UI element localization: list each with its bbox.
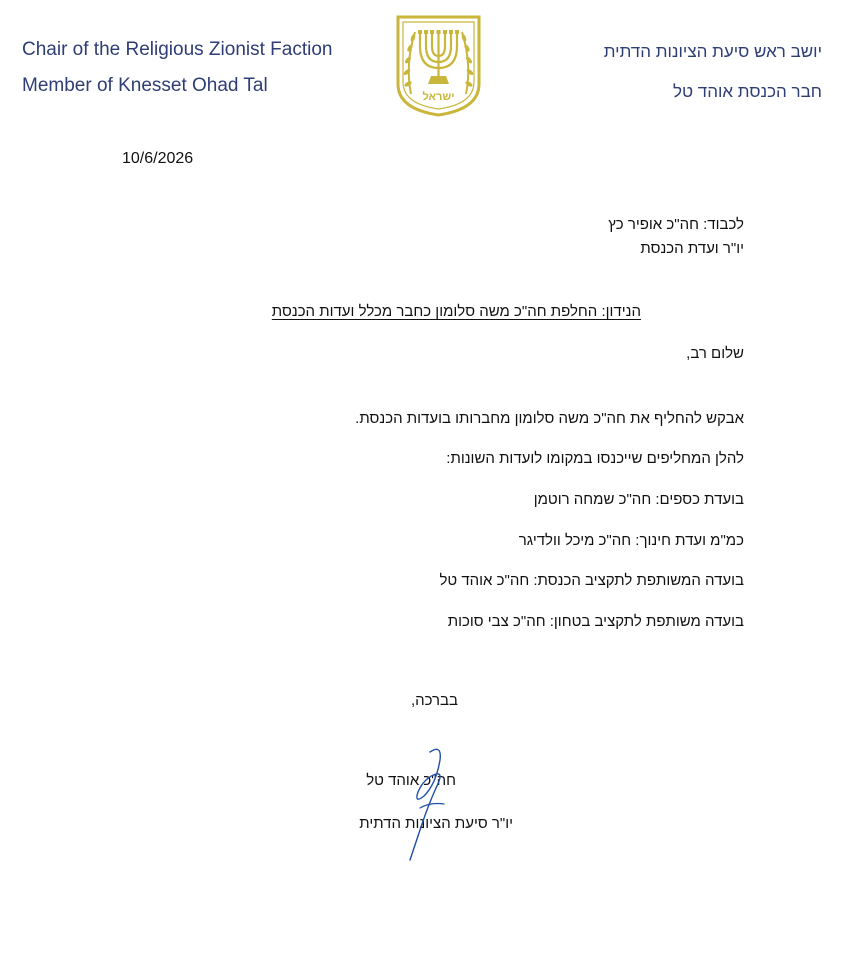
subject-line: הנידון: החלפת חה"כ משה סלומון כחבר מכלל ועדות הכנסת [271,303,641,320]
hebrew-letterhead [604,32,822,112]
english-title-line: Chair of the Religious Zionist Faction [22,39,333,60]
hebrew-title-line: יושב ראש סיעת הציונות הדתית [603,42,822,61]
recipient-title: יו"ר ועדת הכנסת [640,240,744,257]
list-item: בועדה המשותפת לתקציב הכנסת: חה"כ אוהד טל [439,572,744,589]
signer-title: יו"ר סיעת הציונות הדתית [359,815,513,832]
list-item: בועדה משותפת לתקציב בטחון: חה"כ צבי סוכות [447,613,744,630]
closing: בברכה, [410,692,458,709]
greeting: שלום רב, [686,345,744,362]
list-item: כמ"מ ועדת חינוך: חה"כ מיכל וולדיגר [518,532,744,549]
english-letterhead [22,32,332,104]
handwritten-signature-icon [400,744,460,864]
english-name-line: Member of Knesset Ohad Tal [22,75,268,96]
hebrew-name-line: חבר הכנסת אוהד טל [672,82,822,101]
list-item: בועדת כספים: חה"כ שמחה רוטמן [533,491,744,508]
emblem-text: ישראל [422,91,455,103]
recipient-line: לכבוד: חה"כ אופיר כץ [608,216,744,233]
signer-name: חה"כ אוהד טל [366,772,456,789]
request-paragraph: אבקש להחליף את חה"כ משה סלומון מחברותו בועדות הכנסת. [355,410,744,427]
state-emblem-icon [395,14,482,117]
replacements-intro: להלן המחליפים שייכנסו במקומו לועדות השונות: [446,450,744,467]
letter-date: 10/6/2026 [122,150,194,167]
